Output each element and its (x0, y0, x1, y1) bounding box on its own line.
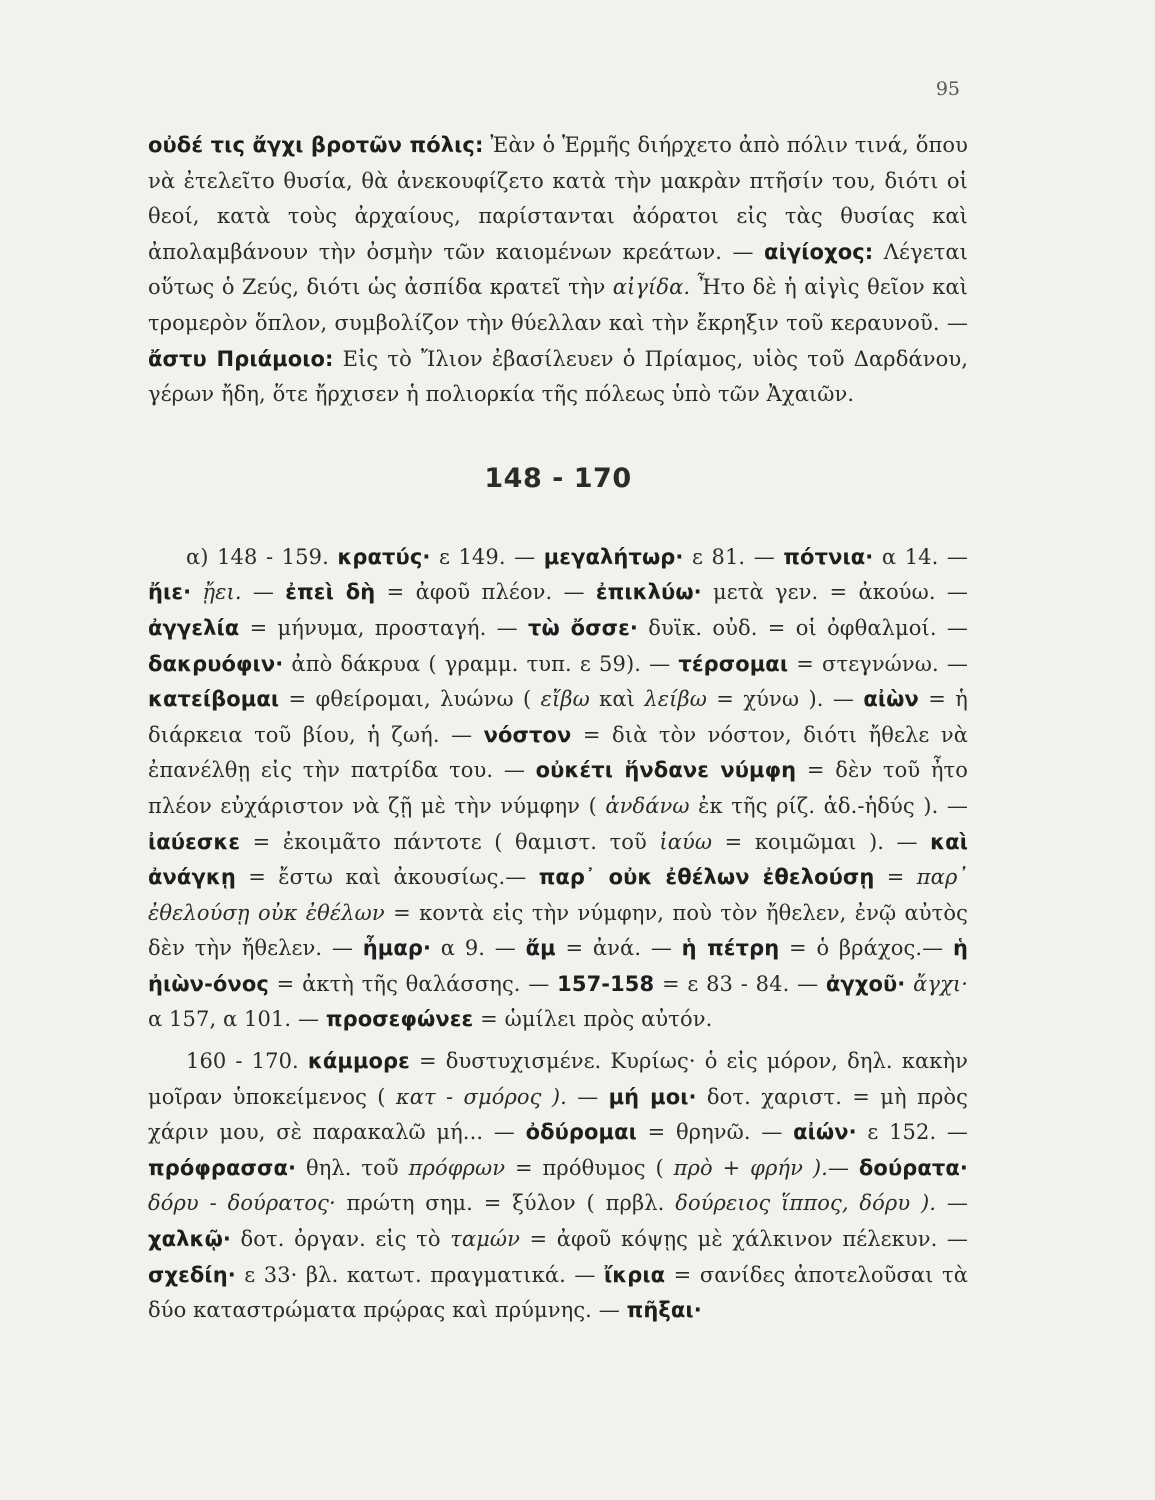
text-run: α 14. — (873, 544, 968, 569)
text-run: = ὡμίλει πρὸς αὐτόν. (473, 1007, 713, 1032)
italic-term: παρ᾽ ἐθελούσῃ οὐκ ἐθέλων (148, 865, 968, 925)
italic-term: ἁνδάνω (605, 793, 690, 818)
lemma-term: πρόφρασσα· (148, 1155, 297, 1180)
italic-term: εἴβω (540, 687, 590, 712)
text-run: = χύνω ). — (706, 687, 864, 712)
text-run: πρώτη σημ. = ξύλον ( πρβλ. (335, 1191, 676, 1216)
lemma-term: προσεφώνεε (325, 1007, 474, 1032)
italic-term: ἰαύω (659, 829, 713, 854)
text-run: = ε 83 - 84. — (654, 971, 826, 996)
text-run: = δὲν τοῦ ἦτο πλέον εὐχάριστον νὰ ζῇ μὲ τὴν νύμφην ( (148, 758, 969, 818)
body-text (148, 128, 968, 1329)
intro-paragraph (148, 128, 968, 413)
text-run: θηλ. τοῦ (296, 1155, 409, 1180)
text-run: = ἀφοῦ πλέον. — (375, 580, 596, 605)
text-run (905, 972, 913, 996)
lemma-term: ὀδύρομαι (525, 1120, 637, 1145)
lemma-term: οὐδέ τις ἄγχι βροτῶν πόλις: (148, 133, 484, 157)
text-run: — (827, 1155, 859, 1180)
lemma-term: ἄστυ Πριάμοιο: (148, 346, 334, 371)
text-run: ἀπὸ δάκρυα ( γραμμ. τυπ. ε 59). — (283, 651, 679, 676)
text-run: — (241, 580, 286, 605)
italic-term: πρόφρων (408, 1155, 506, 1180)
italic-term: αἰγίδα. (612, 275, 691, 300)
lemma-term: τὼ ὄσσε· (527, 615, 638, 640)
text-run: 160 - 170. (186, 1049, 308, 1074)
lemma-term: τέρσομαι (678, 651, 789, 676)
text-run: = (874, 865, 917, 890)
text-run (191, 580, 202, 604)
lemma-term: 157-158 (557, 971, 655, 996)
lemma-term: νόστον (483, 722, 572, 747)
lemma-term: καὶ ἀνάγκῃ (148, 829, 968, 890)
text-run: = ἡ διάρκεια τοῦ βίου, ἡ ζωή. — (148, 687, 968, 747)
lemma-term: ἐπεὶ δὴ (285, 580, 376, 605)
lemma-term: ἡ ἠιὼν-όνος (148, 936, 968, 996)
text-run: = ἀφοῦ κόψῃς μὲ χάλκινον πέλεκυν. — (519, 1227, 968, 1252)
text-run: = στεγνώνω. — (788, 651, 968, 676)
lemma-term: κρατύς· (337, 544, 431, 569)
notes-paragraph-b (148, 1044, 968, 1329)
text-run: α 9. — (431, 936, 526, 961)
italic-term: κατ - σμόρος ). (395, 1084, 567, 1109)
lemma-term: κατείβομαι (148, 687, 280, 712)
text-run: = ἀκτὴ τῆς θαλάσσης. — (268, 971, 558, 996)
lemma-term: ἰαύεσκε (148, 829, 241, 854)
text-run: α) 148 - 159. (186, 544, 338, 569)
lemma-term: ἄμ (525, 936, 556, 961)
italic-term: ταμών (450, 1227, 520, 1252)
text-run: Εἰς τὸ Ἴλιον ἐβασίλευεν ὁ Πρίαμος, υἱὸς τοῦ Δαρδάνου, γέρων ἤδη, ὅτε ἤρχισεν ἡ πολιορκία τῆς πόλεως ὑπὸ τῶν Ἀχαιῶν. (148, 346, 968, 407)
text-run: ε 81. — (683, 544, 784, 569)
text-run: = ἔστω καὶ ἀκουσίως.— (235, 865, 539, 890)
lemma-term: πῆξαι· (626, 1298, 702, 1323)
lemma-term: πότνια· (783, 544, 874, 569)
italic-term: ᾔει. (202, 580, 242, 605)
italic-term: δούρειος ἵππος, δόρυ ). (675, 1191, 937, 1216)
lemma-term: ἤιε· (148, 580, 192, 605)
italic-term: πρὸ + φρήν ). (673, 1155, 828, 1180)
lemma-term: μή μοι· (608, 1084, 697, 1109)
lemma-term: δούρατα· (858, 1155, 968, 1180)
text-run: = δυστυχισμένε. Κυρίως· ὁ εἰς μόρον, δηλ. κακὴν μοῖραν ὑποκείμενος ( (148, 1049, 969, 1109)
lemma-term: ἦμαρ· (362, 936, 432, 961)
text-run: Ἦτο δὲ ἡ αἰγὶς θεῖον καὶ τρομερὸν ὅπλον, συμβολίζον τὴν θύελλαν καὶ τὴν ἔκρηξιν τοῦ κεραυνοῦ. — (148, 275, 968, 335)
lemma-term: ἀγχοῦ· (825, 971, 906, 996)
page-number: 95 (935, 78, 960, 100)
text-run: = κοιμῶμαι ). — (712, 829, 931, 854)
text-run: ε 33· βλ. κατωτ. πραγματικά. — (235, 1262, 604, 1287)
text-run: ε 152. — (856, 1120, 968, 1145)
lemma-term: οὐκέτι ἥνδανε νύμφη (535, 758, 797, 783)
lemma-term: αἰὼν (863, 687, 919, 712)
text-run: α 157, α 101. — (148, 1007, 326, 1032)
lemma-term: ἴκρια (603, 1262, 666, 1287)
section-heading: 148 - 170 (484, 462, 632, 494)
italic-term: ἄγχι· (913, 971, 968, 996)
text-run: = θρηνῶ. — (636, 1120, 794, 1145)
text-run: = σανίδες ἀποτελοῦσαι τὰ δύο καταστρώματα πρῴρας καὶ πρύμνης. — (148, 1262, 968, 1323)
text-run: Λέγεται οὕτως ὁ Ζεύς, διότι ὡς ἀσπίδα κρατεῖ τὴν (148, 239, 968, 300)
lemma-term: ἐπικλύω· (595, 580, 702, 605)
lemma-term: ἡ πέτρη (681, 936, 780, 961)
text-run: = ἀνά. — (555, 936, 682, 961)
text-run: = ἐκοιμᾶτο πάντοτε ( θαμιστ. τοῦ (240, 829, 660, 854)
text-run: καὶ (589, 687, 645, 712)
text-run: — (566, 1084, 609, 1109)
lemma-term: χαλκῷ· (148, 1227, 232, 1252)
lemma-term: δακρυόφιν· (148, 651, 284, 676)
lemma-term: ἀγγελία (148, 615, 240, 640)
lemma-term: κάμμορε (307, 1049, 410, 1074)
text-run: = πρόθυμος ( (505, 1155, 674, 1180)
text-run: ἐκ τῆς ρίζ. ἁδ.-ἡδύς ). — (689, 793, 968, 818)
notes-paragraph-a (148, 540, 968, 1038)
italic-term: δόρυ - δούρατος· (148, 1191, 336, 1216)
lemma-term: παρ᾽ οὐκ ἐθέλων ἐθελούσῃ (538, 865, 875, 890)
text-run: = μήνυμα, προσταγή. — (239, 615, 528, 640)
text-run: δυϊκ. οὐδ. = οἱ ὀφθαλμοί. — (638, 615, 968, 640)
lemma-term: σχεδίη· (148, 1262, 236, 1287)
text-run: = φθείρομαι, λυώνω ( (279, 687, 541, 712)
text-run: — (936, 1191, 968, 1216)
text-run: = διὰ τὸν νόστον, διότι ἤθελε νὰ ἐπανέλθῃ εἰς τὴν πατρίδα του. — (148, 722, 968, 783)
text-run: μετὰ γεν. = ἀκούω. — (701, 580, 969, 605)
lemma-term: αἰών· (793, 1120, 857, 1145)
text-run: Ἐὰν ὁ Ἑρμῆς διήρχετο ἀπὸ πόλιν τινά, ὅπου νὰ ἐτελεῖτο θυσία, θὰ ἀνεκουφίζετο κατὰ τὴν μακρὰν πτῆσίν του, διότι οἱ θεοί, κατὰ τοὺς ἀρχαίους, παρίστανται ἀόρατοι εἰς τὰς θυσίας καὶ ἀπολαμβάνουν τὴν ὀσμὴν τῶν καιομένων κρεάτων. — (148, 133, 968, 264)
text-run: δοτ. χαριστ. = μὴ πρὸς χάριν μου, σὲ παρακαλῶ μή... — (148, 1084, 968, 1145)
text-run: = ὁ βράχος.— (779, 936, 953, 961)
lemma-term: αἰγίοχος: (764, 239, 874, 264)
text-run: = κοντὰ εἰς τὴν νύμφην, ποὺ τὸν ἤθελεν, ἐνῷ αὐτὸς δὲν τὴν ἤθελεν. — (148, 900, 969, 961)
italic-term: λείβω (644, 687, 707, 712)
text-run: δοτ. ὀργαν. εἰς τὸ (231, 1227, 451, 1252)
text-run: ε 149. — (430, 544, 544, 569)
lemma-term: μεγαλήτωρ· (543, 544, 684, 569)
